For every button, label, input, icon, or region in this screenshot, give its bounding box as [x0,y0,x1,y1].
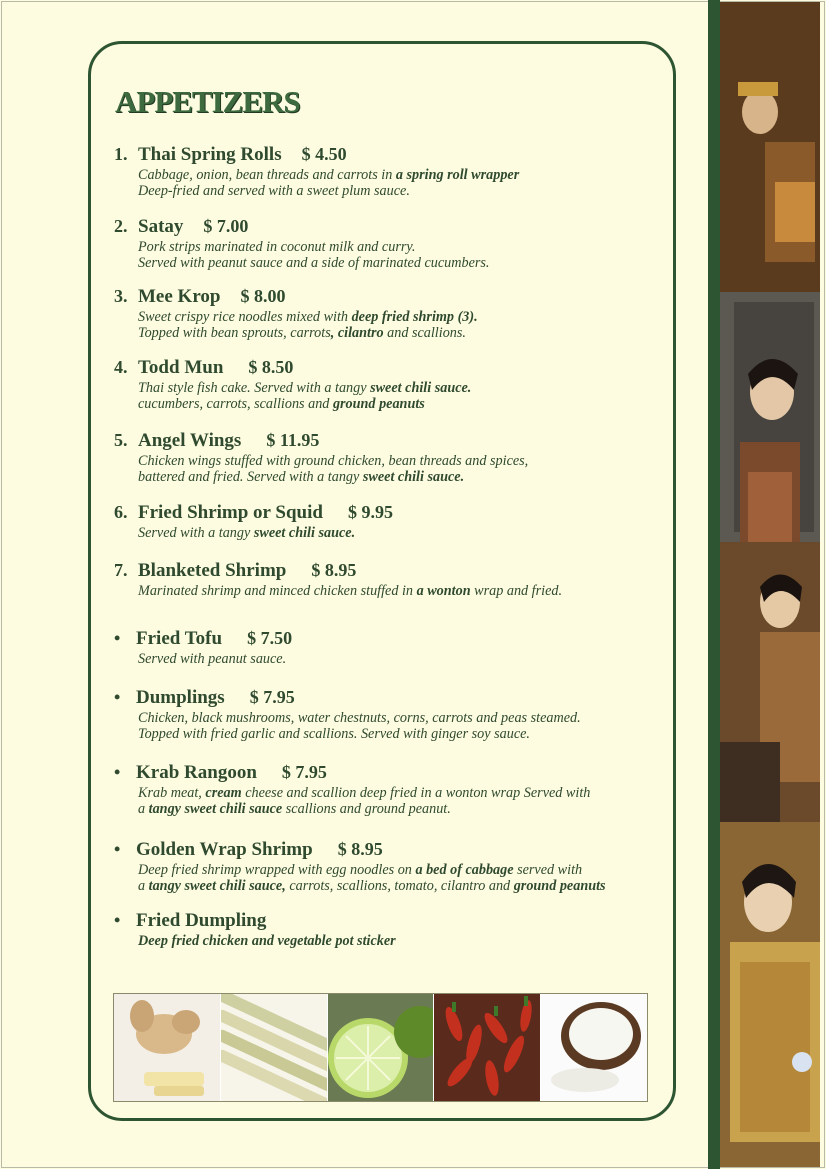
menu-item-header [114,142,674,166]
description-line [138,651,674,667]
item-description [138,933,674,949]
item-price: $ 8.95 [337,839,383,859]
item-price: $ 8.00 [240,286,286,306]
menu-item-header [114,500,674,524]
item-price: $ 7.95 [281,762,327,782]
item-description [138,525,674,541]
description-text: Served with a tangy [138,525,254,541]
menu-item [114,908,674,949]
description-line [138,710,674,726]
item-price: $ 8.50 [248,357,294,377]
item-name: Angel Wings [138,430,242,451]
item-price: $ 7.00 [203,216,249,236]
description-highlight: a wonton [416,583,471,599]
description-text: and scallions. [383,325,466,341]
description-highlight: sweet chili sauce. [370,380,472,396]
item-marker: 7. [114,560,128,580]
item-description [138,309,674,341]
lemongrass-photo [221,994,328,1101]
description-highlight: ground peanuts [513,878,606,894]
item-price: $ 4.50 [301,144,347,164]
description-text: Served with peanut sauce and a side of marinated cucumbers. [138,255,490,271]
description-highlight: deep fried shrimp (3). [351,309,478,325]
menu-item [114,500,674,541]
description-text: Thai style fish cake. Served with a tangy [138,380,371,396]
item-description [138,651,674,667]
description-text: battered and fried. Served with a tangy [138,469,363,485]
description-line [138,469,674,485]
coconut-photo [541,994,647,1101]
description-line [138,862,674,878]
description-text: Pork strips marinated in coconut milk and curry. [138,239,416,255]
description-highlight: tangy sweet chili sauce, [148,878,286,894]
description-highlight: , cilantro [330,325,384,341]
description-line [138,309,674,325]
description-line [138,380,674,396]
description-text: cheese and scallion deep fried in a wonton wrap Served with [241,785,591,801]
item-marker: • [114,687,121,707]
ginger-photo [114,994,221,1101]
ingredient-photo-strip [113,993,648,1102]
section-title: APPETIZERS [115,84,300,119]
description-line [138,525,674,541]
description-text: a [138,801,149,817]
description-line [138,325,674,341]
menu-item-header [114,558,674,582]
item-name: Mee Krop [138,286,221,307]
description-text: scallions and ground peanut. [282,801,451,817]
menu-item [114,284,674,341]
item-description [138,710,674,742]
description-text: Topped with bean sprouts, carrots [138,325,331,341]
item-name: Dumplings [136,687,225,708]
item-marker: • [114,910,121,930]
thai-painting-illustration [720,2,820,1167]
description-text: Deep-fried and served with a sweet plum sauce. [138,183,410,199]
description-line [138,726,674,742]
description-text: Sweet crispy rice noodles mixed with [138,309,352,325]
item-marker: 1. [114,144,128,164]
item-name: Fried Tofu [136,628,223,649]
item-description [138,167,674,199]
menu-item-header [114,284,674,308]
side-artwork [720,2,820,1167]
item-description [138,380,674,412]
item-marker: 2. [114,216,128,236]
item-marker: • [114,839,121,859]
menu-item-header [114,837,674,861]
item-name: Satay [138,216,184,237]
description-text: Chicken, black mushrooms, water chestnuts, corns, carrots and peas steamed. [138,710,581,726]
menu-item-header [114,355,674,379]
menu-item-header [114,428,674,452]
description-line [138,255,674,271]
description-text: served with [513,862,583,878]
menu-item [114,142,674,199]
item-marker: 4. [114,357,128,377]
item-name: Golden Wrap Shrimp [136,839,313,860]
item-marker: 5. [114,430,128,450]
menu-item-header [114,760,674,784]
item-price: $ 9.95 [347,502,393,522]
description-line [138,453,674,469]
menu-item [114,626,674,667]
description-line [138,396,674,412]
item-name: Blanketed Shrimp [138,560,287,581]
description-text: Cabbage, onion, bean threads and carrots in [138,167,396,183]
item-description [138,785,674,817]
item-description [138,583,674,599]
description-highlight: ground peanuts [332,396,425,412]
description-text: Deep fried shrimp wrapped with egg noodles on [138,862,416,878]
description-line [138,183,674,199]
description-line [138,239,674,255]
item-marker: 6. [114,502,128,522]
description-highlight: a bed of cabbage [415,862,514,878]
description-highlight: Deep fried chicken and vegetable pot sticker [138,933,396,949]
item-price: $ 7.95 [249,687,295,707]
description-highlight: sweet chili sauce. [253,525,356,541]
menu-item [114,355,674,412]
description-text: carrots, scallions, tomato, cilantro and [285,878,514,894]
menu-item [114,760,674,817]
description-text: Topped with fried garlic and scallions. Served with ginger soy sauce. [138,726,530,742]
menu-item [114,214,674,271]
menu-item-header [114,908,674,932]
item-name: Todd Mun [138,357,224,378]
description-highlight: sweet chili sauce. [362,469,465,485]
item-description [138,453,674,485]
item-name: Fried Dumpling [136,910,267,931]
menu-item-header [114,685,674,709]
item-name: Thai Spring Rolls [138,144,282,165]
description-highlight: cream [205,785,242,801]
item-name: Krab Rangoon [136,762,257,783]
item-name: Fried Shrimp or Squid [138,502,323,523]
side-accent-bar [708,0,720,1169]
description-text: wrap and fried. [470,583,563,599]
description-text: Krab meat, [138,785,206,801]
description-text: Served with peanut sauce. [138,651,287,667]
description-highlight: a spring roll wrapper [395,167,520,183]
lime-photo [328,994,435,1101]
menu-item [114,428,674,485]
menu-item [114,837,674,894]
description-text: cucumbers, carrots, scallions and [138,396,333,412]
menu-item [114,685,674,742]
description-text: Marinated shrimp and minced chicken stuffed in [138,583,417,599]
description-text: Chicken wings stuffed with ground chicken, bean threads and spices, [138,453,529,469]
menu-item [114,558,674,599]
description-line [138,583,674,599]
description-line [138,878,674,894]
item-price: $ 7.50 [247,628,293,648]
item-marker: • [114,628,121,648]
description-text: a [138,878,149,894]
description-line [138,785,674,801]
item-price: $ 11.95 [266,430,320,450]
item-marker: 3. [114,286,128,306]
item-marker: • [114,762,121,782]
menu-item-header [114,626,674,650]
description-highlight: tangy sweet chili sauce [148,801,283,817]
description-line [138,933,674,949]
chili-peppers-photo [434,994,541,1101]
description-line [138,167,674,183]
menu-item-header [114,214,674,238]
description-line [138,801,674,817]
item-description [138,239,674,271]
item-description [138,862,674,894]
item-price: $ 8.95 [311,560,357,580]
